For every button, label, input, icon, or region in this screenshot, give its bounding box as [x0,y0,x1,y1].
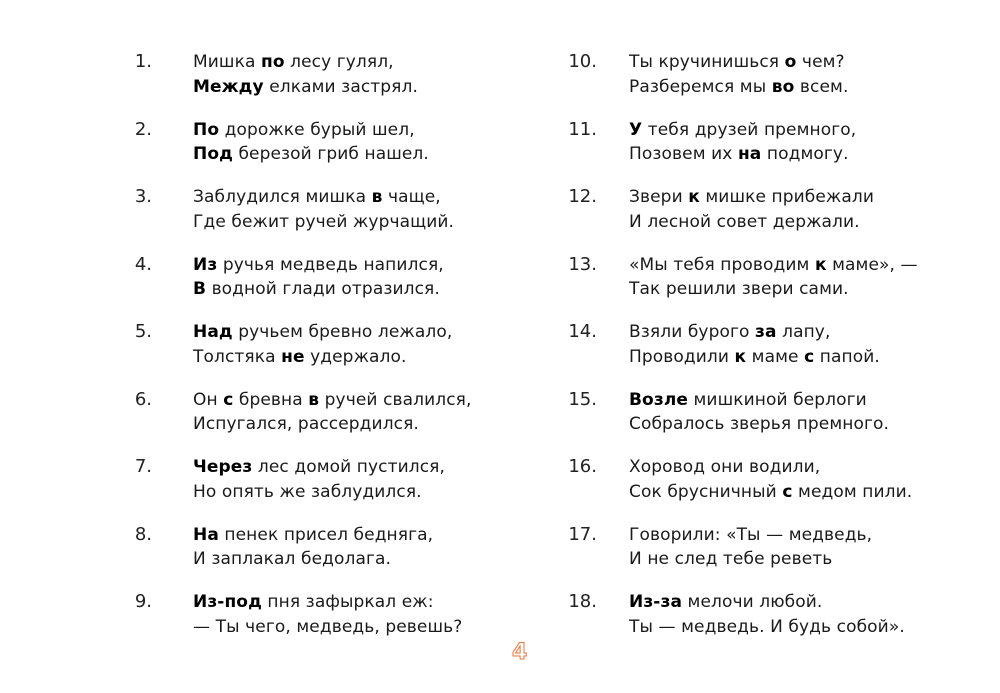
stanza [555,253,975,321]
page-number: 4 [512,640,528,665]
stanza-number: 10. [568,51,597,72]
verse-text: всем. [794,76,849,97]
verse-text: Где бежит ручей журчащий. [193,211,455,232]
verse-text: лес домой пустился, [252,457,445,477]
verse-line [629,210,874,235]
stanza-lines [193,388,472,437]
highlighted-preposition: по [260,52,285,72]
verse-line [193,388,472,413]
verse-text: Звери [629,187,689,207]
stanza [110,118,530,186]
verse-text: Испугался, рассердился. [193,414,419,434]
highlighted-preposition: к [688,187,700,207]
stanza-lines [193,50,418,99]
verse-text: чем? [796,52,845,72]
verse-text: лапу, [776,322,831,342]
verse-text: Сок брусничный [629,481,783,502]
highlighted-preposition: Из-под [193,592,262,612]
right-column [555,50,975,658]
stanza [110,388,530,456]
stanza-number: 11. [568,118,597,140]
highlighted-preposition: на [737,144,762,164]
verse-text: «Мы тебя проводим [629,254,815,275]
verse-text: Взяли бурого [629,322,756,342]
stanza [555,185,975,253]
stanza-number: 18. [568,591,597,612]
stanza [110,320,530,388]
stanza-number: 2. [134,118,152,140]
verse-line [193,455,445,480]
verse-text: елками застрял. [263,76,418,97]
stanza-number: 5. [134,321,152,342]
verse-line [193,75,418,100]
highlighted-preposition: Возле [629,389,688,410]
highlighted-preposition: не [281,346,305,367]
verse-line [193,615,462,640]
highlighted-preposition: с [782,481,793,502]
stanza-number: 3. [134,186,152,207]
stanza [555,590,975,658]
verse-text: Толстяка [193,346,282,367]
verse-line [193,523,433,548]
verse-text: Собралось зверья премного. [629,414,889,434]
stanza [110,455,530,523]
verse-text: ручей свалился, [319,389,472,410]
stanza-lines [193,523,433,572]
stanza [110,50,530,118]
verse-line [629,615,905,640]
verse-line [193,185,454,210]
stanza-lines [193,118,429,167]
verse-line [629,547,872,572]
verse-line [193,547,433,572]
highlighted-preposition: Из-за [629,592,683,612]
verse-text: Но опять же заблудился. [193,481,422,502]
stanza-lines [629,118,856,167]
stanza-number: 7. [134,456,152,477]
verse-line [629,412,889,437]
stanza-number: 13. [568,253,597,275]
highlighted-preposition: В [193,279,207,299]
verse-line [629,480,912,505]
verse-line [629,185,874,210]
stanza-number: 1. [134,51,152,72]
highlighted-preposition: У [629,119,643,140]
verse-line [629,590,905,615]
highlighted-preposition: По [193,119,220,140]
stanza-lines [629,185,874,234]
highlighted-preposition: к [814,254,827,275]
stanza-number: 12. [568,186,597,207]
verse-text: подмогу. [761,144,849,164]
verse-line [629,523,872,548]
highlighted-preposition: Из [193,254,218,275]
verse-text: водной глади отразился. [206,279,440,299]
stanza [555,320,975,388]
highlighted-preposition: Под [193,144,233,164]
verse-text: Хоровод они водили, [629,457,821,477]
verse-text: тебя друзей премного, [642,119,857,140]
verse-text: Заблудился мишка [193,187,372,207]
highlighted-preposition: в [371,187,383,207]
verse-text: Разберемся мы [629,76,772,97]
verse-line [629,388,889,413]
verse-line [629,455,912,480]
highlighted-preposition: Между [193,76,264,97]
stanza-number: 6. [134,388,152,410]
verse-text: чаще, [382,187,441,207]
stanza-number: 9. [134,591,152,612]
verse-text: И заплакал бедолага. [193,549,392,569]
stanza-number: 17. [568,523,597,545]
verse-text: ручьем бревно лежало, [232,322,453,342]
stanza-number: 15. [568,388,597,410]
highlighted-preposition: На [193,524,219,545]
verse-line [193,412,472,437]
highlighted-preposition: во [771,76,795,97]
stanza-number: 16. [568,456,597,477]
verse-text: Он [193,389,224,410]
verse-line [193,277,444,302]
verse-text: Мишка [193,52,261,72]
stanza-lines [193,253,444,302]
highlighted-preposition: о [784,52,797,72]
verse-line [193,142,429,167]
stanza-lines [193,455,445,504]
highlighted-preposition: с [223,389,234,410]
stanza [555,388,975,456]
verse-text: мишкиной берлоги [688,389,867,410]
verse-line [193,50,418,75]
stanza [555,455,975,523]
stanza [110,185,530,253]
verse-text: удержало. [304,346,407,367]
verse-line [193,118,429,143]
stanza [555,50,975,118]
verse-line [629,118,856,143]
verse-text: Проводили [629,346,735,367]
verse-text: Так решили звери сами. [629,279,849,299]
stanza-lines [629,388,889,437]
verse-line [629,320,880,345]
stanza [555,118,975,186]
highlighted-preposition: Над [193,322,233,342]
verse-text: мелочи любой. [682,592,823,612]
verse-line [193,345,452,370]
verse-text: маме», — [826,254,918,275]
highlighted-preposition: Через [193,457,253,477]
verse-text: И не след тебе реветь [629,549,833,569]
verse-text: Ты — медведь. И будь собой». [629,616,905,637]
verse-line [193,590,462,615]
stanza [555,523,975,591]
verse-text: пенек присел бедняга, [218,524,434,545]
stanza [110,590,530,658]
verse-text: медом пили. [792,481,913,502]
verse-line [193,320,452,345]
verse-line [193,253,444,278]
stanza-lines [629,50,848,99]
stanza-lines [629,590,905,639]
stanza-number: 4. [134,253,152,275]
stanza-lines [629,523,872,572]
stanza [110,253,530,321]
highlighted-preposition: в [308,389,320,410]
stanza-lines [629,320,880,369]
verse-text: лесу гулял, [284,52,394,72]
verse-line [629,50,848,75]
verse-line [629,277,918,302]
verse-text: папой. [814,346,880,367]
verse-line [629,75,848,100]
stanza-lines [193,185,454,234]
stanza-lines [629,253,918,302]
left-column [110,50,530,658]
verse-text: маме [746,346,805,367]
verse-line [193,210,454,235]
verse-text: И лесной совет держали. [629,211,860,232]
verse-line [629,253,918,278]
verse-text: — Ты чего, медведь, ревешь? [193,616,463,637]
verse-text: Позовем их [629,144,738,164]
highlighted-preposition: за [755,322,777,342]
highlighted-preposition: к [734,346,747,367]
verse-text: Ты кручинишься [629,52,785,72]
verse-text: Говорили: «Ты — медведь, [629,524,873,545]
verse-line [629,345,880,370]
stanza [110,523,530,591]
stanza-lines [193,590,462,639]
verse-text: березой гриб нашел. [232,144,429,164]
stanza-number: 8. [134,523,152,545]
verse-text: пня зафыркал еж: [261,592,434,612]
highlighted-preposition: с [804,346,815,367]
verse-line [193,480,445,505]
stanza-lines [629,455,912,504]
verse-line [629,142,856,167]
verse-text: дорожке бурый шел, [219,119,415,140]
verse-text: бревна [233,389,309,410]
stanza-number: 14. [568,321,597,342]
verse-text: ручья медведь напился, [217,254,444,275]
verse-text: мишке прибежали [699,187,874,207]
stanza-lines [193,320,452,369]
